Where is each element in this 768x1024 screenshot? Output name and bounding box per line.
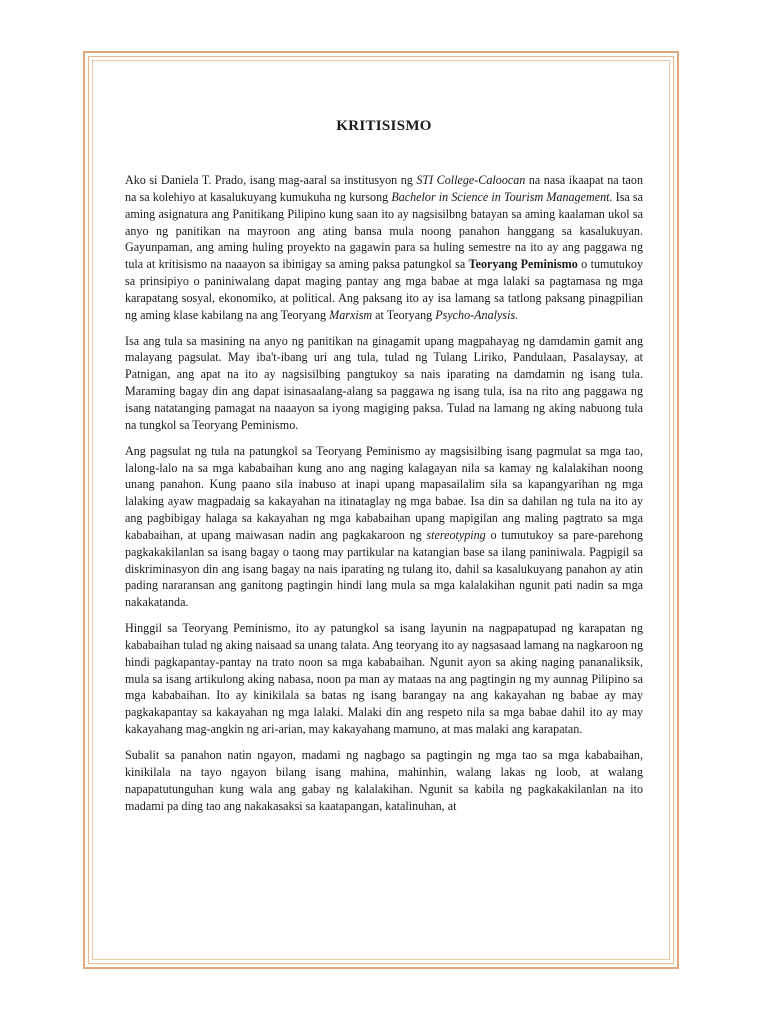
school-name: STI College-Caloocan [416, 173, 526, 187]
theory-psycho-analysis: Psycho-Analysis. [435, 307, 519, 322]
theory-name: Teoryang Peminismo [468, 257, 578, 272]
paragraph-3: Ang pagsulat ng tula na patungkol sa Teoryang Peminismo ay magsisilbing isang pagmulat sa mga tao, lalong-lalo na sa mga kababaihan kung ano ang naging kalagayan nila sa kamay ng kalalakihan noong unang panahon. Kung paano sila inabuso at inapi upang mapasailalim sila sa kapangyarihan ng mga lalaking ayaw magpadaig sa kakayahan na itinataglay ng mga babae. Isa din sa dahilan ng tula na ito ay ang pagbibigay halaga sa kakayahan ng mga kababaihan upang mapigilan ang maling pagtrato sa mga kababaihan, at upang maiwasan nadin ang pagkakaroon ng stereotyping o tumutukoy sa pare-parehong pagkakakilanlan sa isang bagay o taong may partikular na katangian base sa ilang paniniwala. Pagpigil sa diskriminasyon din ang isang bagay na nais iparating ng tulang ito, dahil sa kasalukuyang panahon ay atin pading nararansan ang ganitong pagtingin hindi lang mula sa mga kalalakihan ngunit pati nadin sa mga nakakatanda. [125, 443, 643, 610]
course-name: Bachelor in Science in Tourism Management. [391, 189, 613, 204]
document-body [125, 118, 643, 928]
paragraph-4: Hinggil sa Teoryang Peminismo, ito ay patungkol sa isang layunin na nagpapatupad ng karapatan ng kababaihan tulad ng aking naisaad sa unang talata. Ang teoryang ito ay nagsasaad lamang na nagkaroon ng hindi pagkapantay-pantay na trato noon sa mga kababaihan. Ngunit ayon sa aking naging pananaliksik, mula sa isang artikulong aking nabasa, noon pa man ay mataas na ang pagtingin ng my aunnag Pilipino sa mga kababaihan. Ito ay kinikilala sa batas ng isang barangay na ang kakayahan ng babae ay may pagkakapantay sa kakayahan ng mga lalaki. Malaki din ang respeto nila sa mga babae dahil ito ay may kakayahang mag-angkin ng ari-arian, may kakayahang mamuno, at mas malaki ang karapatan. [125, 621, 643, 737]
term-stereotyping: stereotyping [426, 527, 486, 542]
paragraph-1: Ako si Daniela T. Prado, isang mag-aaral sa institusyon ng STI College-Caloocan na nasa ikaapat na taon na sa kolehiyo at kasalukuyang kumukuha ng kursong Bachelor in Science in Tourism Management. Isa sa aming asignatura ang Panitikang Pilipino kung saan ito ay nagsisilbng batayan sa aming kaalaman ukol sa anyo ng panitikan na mayroon ang ating bansa mula noong panahon hanggang sa kasalukuyan. Gayunpaman, ang aming huling proyekto na gagawin para sa huling semestre na ito ay ang paggawa ng tula at kritisismo na naaayon sa ibinigay sa aming paksa patungkol sa Teoryang Peminismo o tumutukoy sa prinsipiyo o paniniwalang dapat maging pantay ang mga babae at mga lalaki sa pagtamasa ng mga karapatang sosyal, ekonomiko, at political. Ang paksang ito ay isa lamang sa tatlong paksang pinagpilian ng aming klase kabilang na ang Teoryang Marxism at Teoryang Psycho-Analysis. [125, 173, 643, 322]
theory-marxism: Marxism [329, 307, 373, 322]
paragraph-5: Subalit sa panahon natin ngayon, madami ng nagbago sa pagtingin ng mga tao sa mga kababaihan, kinikilala na tayo ngayon bilang isang mahina, mahinhin, walang lakas ng loob, at walang napapatutunguhan kung wala ang gabay ng kalalakihan. Ngunit sa kabila ng pagkakakilanlan na ito madami pa ding tao ang nakakasaksi sa kaatapangan, katalinuhan, at [125, 748, 643, 813]
paragraph-2: Isa ang tula sa masining na anyo ng panitikan na ginagamit upang magpahayag ng damdamin gamit ang malayang pagsulat. May iba't-ibang uri ang tula, tulad ng Tulang Liriko, Pandulaan, Pasalaysay, at Patnigan, ang apat na ito ay nagsisilbing pangtukoy sa nais iparating na damdamin ng isang tula. Maraming bagay din ang dapat isinasaalang-alang sa paggawa ng isang tula, isa na rito ang paggawa ng isang natatanging pamagat na naaayon sa iyong magiging paksa. Tulad na lamang ng aking nabuong tula na tungkol sa Teoryang Peminismo. [125, 333, 643, 432]
document-title: KRITISISMO [336, 118, 432, 134]
